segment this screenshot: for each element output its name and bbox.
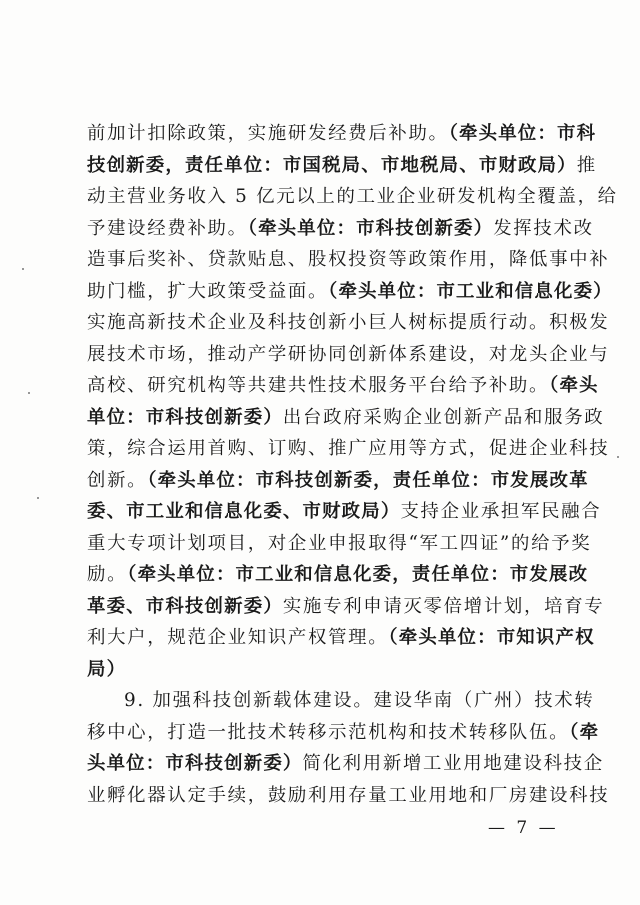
body-text-segment: 予建设经费补助。	[87, 217, 248, 239]
text-line	[87, 685, 595, 717]
text-line	[87, 528, 592, 560]
scan-speck	[617, 456, 619, 458]
body-text-segment: 造事后奖补、贷款贴息、股权投资等政策作用，降低事中补	[87, 249, 610, 270]
text-line	[87, 402, 605, 434]
responsible-unit-text: （牵	[569, 721, 600, 743]
body-text-segment: 简化利用新增工业用地建设科技企	[302, 753, 604, 774]
responsible-unit-text: （牵头单位：市工业和信息化委，责任单位：市发展改	[127, 564, 589, 585]
responsible-unit-text: 头单位：市科技创新委）	[87, 753, 303, 774]
text-line	[87, 465, 589, 497]
responsible-unit-text: 革委、市科技创新委）	[87, 595, 283, 617]
body-text-segment: 移中心，打造一批技术转移示范机构和技术转移队伍。	[87, 721, 570, 743]
responsible-unit-text: 单位：市科技创新委）	[87, 406, 283, 428]
body-text-segment: 业孵化器认定手续，鼓励利用存量工业用地和厂房建设科技	[87, 784, 610, 806]
body-text-segment: 创新。	[87, 469, 148, 491]
text-line	[87, 370, 599, 402]
body-text-segment: 9. 加强科技创新载体建设。建设华南（广州）技术转	[124, 690, 595, 711]
text-line	[87, 244, 610, 276]
scan-speck	[37, 497, 39, 499]
responsible-unit-text: （牵头单位：市工业和信息化委）	[328, 280, 613, 302]
body-text-segment: 实施高新技术企业及科技创新小巨人树标提质行动。积极发	[87, 312, 610, 333]
text-line	[87, 339, 610, 371]
body-text-segment: 策，综合运用首购、订购、推广应用等方式，促进企业科技	[87, 438, 610, 459]
text-line	[87, 717, 600, 749]
responsible-unit-text: （牵头	[549, 375, 599, 396]
body-text-segment: 发挥技术改	[493, 217, 594, 239]
responsible-unit-text: （牵头单位：市科技创新委）	[247, 217, 494, 239]
text-line	[87, 622, 595, 654]
scan-speck	[28, 392, 30, 394]
responsible-unit-text: 技创新委，责任单位：市国税局、市地税局、市财政局）	[87, 154, 577, 176]
text-line	[87, 748, 604, 780]
body-text-segment: 助门槛，扩大政策受益面。	[87, 280, 329, 302]
text-line	[87, 559, 589, 591]
text-line	[87, 780, 610, 812]
text-line	[87, 307, 610, 339]
responsible-unit-text: （牵头单位：市科技创新委，责任单位：市发展改革	[147, 469, 589, 491]
body-text-segment: 实施专利申请灭零倍增计划，培育专	[282, 595, 605, 617]
body-text-segment: 重大专项计划项目，对企业申报取得“军工四证”的给予奖	[87, 532, 592, 554]
page-number: — 7 —	[488, 818, 559, 838]
responsible-unit-text: 局）	[87, 658, 127, 680]
text-line	[87, 150, 597, 182]
text-line	[87, 433, 610, 465]
text-line	[87, 591, 605, 623]
body-text-segment: 高校、研究机构等共建共性技术服务平台给予补助。	[87, 375, 550, 396]
text-line	[87, 181, 618, 213]
text-line	[87, 213, 594, 245]
body-text	[87, 118, 618, 811]
body-text-segment: 支持企业承担军民融合	[400, 501, 602, 522]
text-line	[87, 276, 613, 308]
scan-speck	[22, 268, 24, 270]
text-line	[87, 496, 602, 528]
text-line	[87, 654, 561, 686]
responsible-unit-text: （牵头单位：市知识产权	[388, 627, 595, 648]
responsible-unit-text: 委、市工业和信息化委、市财政局）	[87, 501, 401, 522]
body-text-segment: 前加计扣除政策，实施研发经费后补助。	[87, 123, 449, 144]
body-text-segment: 动主营业务收入 5 亿元以上的工业企业研发机构全覆盖，给	[87, 186, 618, 207]
body-text-segment: 出台政府采购企业创新产品和服务政	[282, 406, 605, 428]
body-text-segment: 推	[576, 154, 597, 176]
responsible-unit-text: （牵头单位：市科	[448, 123, 597, 144]
body-text-segment: 励。	[87, 564, 128, 585]
body-text-segment: 利大户，规范企业知识产权管理。	[87, 627, 389, 648]
body-text-segment: 展技术市场，推动产学研协同创新体系建设，对龙头企业与	[87, 343, 610, 365]
text-line	[87, 118, 597, 150]
